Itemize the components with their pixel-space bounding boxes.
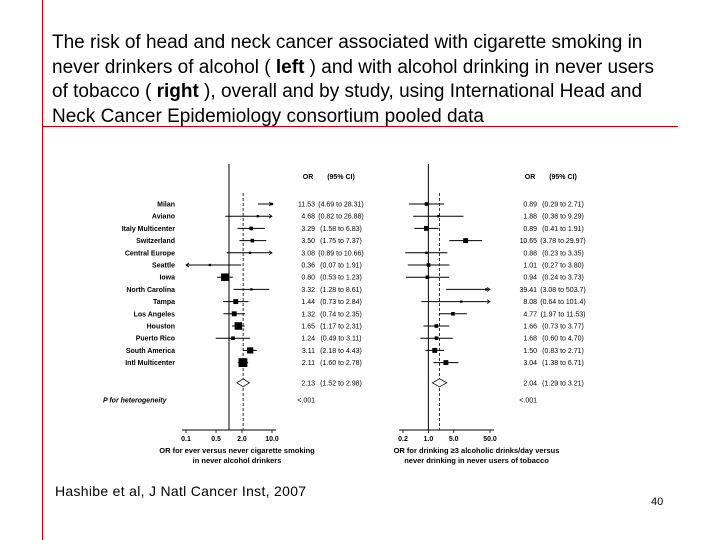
study-label: Houston (146, 323, 175, 331)
left-overall-ci: (1.52 to 2.98) (320, 380, 362, 388)
right-heterogeneity-value: <.001 (519, 397, 537, 405)
left-ci-value: (1.60 to 2.78) (320, 360, 362, 368)
left-point-estimate (231, 336, 235, 340)
left-or-header: OR (302, 174, 314, 181)
right-overall-ci: (1.29 to 3.21) (542, 380, 584, 388)
left-ci-value: (0.73 to 2.84) (320, 299, 362, 307)
study-label: North Carolina (126, 286, 175, 294)
left-ci-value: (0.82 to 26.88) (318, 213, 364, 221)
title-part-1: The risk of head and neck cancer associated with cigarette smoking in never drinkers of alcohol ( (52, 32, 643, 78)
study-label: Iowa (159, 274, 175, 282)
left-point-estimate (247, 347, 253, 353)
left-ci-value: (0.49 to 3.11) (320, 335, 362, 343)
left-point-estimate (209, 264, 211, 266)
study-label: Seattle (152, 262, 175, 270)
page-number: 40 (651, 496, 664, 508)
left-ci-value: (2.18 to 4.43) (320, 347, 362, 355)
right-tick-label: 50.0 (483, 436, 497, 443)
right-or-value: 0.89 (523, 201, 537, 209)
study-label: Central Europe (124, 250, 175, 258)
left-ci-value: (4.69 to 28.31) (318, 201, 364, 209)
right-ci-value: (0.60 to 4.70) (542, 335, 584, 343)
right-or-value: 1.50 (523, 347, 537, 355)
right-point-estimate (435, 324, 439, 328)
right-point-estimate (463, 238, 468, 243)
right-point-estimate (443, 360, 448, 365)
right-ci-value: (0.23 to 3.35) (542, 250, 584, 258)
left-point-estimate (233, 299, 238, 304)
left-point-estimate (251, 239, 255, 243)
right-ci-value: (0.73 to 3.77) (542, 323, 584, 331)
left-or-value: 3.08 (301, 250, 315, 258)
left-or-value: 0.36 (301, 262, 315, 270)
right-ci-value: (0.27 to 3.80) (542, 262, 584, 270)
left-point-estimate (249, 227, 253, 231)
left-overall-diamond (237, 379, 250, 387)
right-ci-value: (3.78 to 29.97) (540, 238, 586, 246)
left-overall-or: 2.13 (301, 380, 315, 388)
right-axis-label: OR for drinking ≥3 alcoholic drinks/day versus (393, 446, 560, 455)
left-point-estimate (221, 273, 229, 281)
right-ci-value: (0.83 to 2.71) (542, 347, 584, 355)
left-axis-label: in never alcohol drinkers (192, 456, 282, 465)
left-tick-label: 2.0 (237, 436, 247, 443)
right-or-value: 8.08 (523, 299, 537, 307)
title-part-3: ), overall and by study, using International Head and Neck Cancer Epidemiology consortium pooled data (52, 81, 643, 127)
left-ci-value: (0.89 to 10.66) (318, 250, 364, 258)
left-or-value: 1.44 (301, 299, 315, 307)
study-label: Aviano (151, 213, 175, 221)
right-or-value: 1.88 (523, 213, 537, 221)
left-point-estimate (257, 215, 259, 217)
left-tick-label: 10.0 (265, 436, 279, 443)
left-or-value: 1.65 (301, 323, 315, 331)
title-emphasis-left: left (275, 56, 305, 78)
right-point-estimate (437, 215, 439, 217)
study-label: Intl Multicenter (125, 360, 175, 368)
right-or-value: 1.66 (523, 323, 537, 331)
left-or-value: 0.80 (301, 274, 315, 282)
study-label: Milan (157, 201, 175, 209)
left-point-estimate (271, 203, 273, 205)
forest-plot-svg (95, 148, 627, 478)
right-point-estimate (451, 312, 455, 316)
right-point-estimate (427, 263, 431, 267)
citation: Hashibe et al, J Natl Cancer Inst, 2007 (55, 483, 307, 499)
right-or-value: 3.04 (523, 360, 537, 368)
right-or-value: 0.88 (523, 250, 537, 258)
study-label: Los Angeles (133, 311, 175, 319)
right-ci-value: (0.38 to 9.29) (542, 213, 584, 221)
title-emphasis-right: right (156, 81, 199, 102)
heterogeneity-label: P for heterogeneity (103, 397, 167, 405)
left-or-value: 3.32 (301, 286, 315, 294)
right-point-estimate (426, 275, 430, 279)
right-or-value: 4.77 (523, 311, 537, 319)
study-label: South America (125, 347, 175, 355)
right-ci-value: (0.64 to 101.4) (540, 299, 586, 307)
right-tick-label: 0.2 (398, 436, 408, 443)
right-or-value: 39.41 (519, 286, 537, 294)
right-ci-value: (1.97 to 11.53) (540, 311, 586, 319)
left-ci-value: (0.74 to 2.35) (320, 311, 362, 319)
left-point-estimate (249, 252, 251, 254)
right-ci-value: (0.41 to 1.91) (542, 225, 584, 233)
left-ci-value: (0.07 to 1.91) (320, 262, 362, 270)
left-or-value: 1.32 (301, 311, 315, 319)
right-point-estimate (432, 348, 437, 353)
left-or-value: 11.53 (298, 201, 315, 209)
right-ci-value: (0.24 to 3.73) (542, 274, 584, 282)
left-point-estimate (250, 288, 252, 290)
left-axis-label: OR for ever versus never cigarette smoking (159, 446, 315, 455)
right-ci-value: (3.08 to 503.7) (540, 286, 586, 294)
left-ci-header: (95% CI) (327, 174, 355, 181)
left-point-estimate (235, 322, 243, 330)
left-ci-value: (1.28 to 8.61) (320, 286, 362, 294)
left-or-value: 3.50 (301, 238, 315, 246)
right-point-estimate (460, 300, 462, 302)
right-tick-label: 5.0 (448, 436, 459, 443)
right-point-estimate (435, 336, 439, 340)
right-overall-diamond (432, 379, 446, 387)
right-axis-label: never drinking in never users of tobacco (404, 456, 549, 465)
right-point-estimate (425, 252, 427, 254)
study-label: Switzerland (136, 238, 175, 246)
right-or-value: 10.65 (519, 238, 537, 246)
left-or-value: 4.68 (301, 213, 315, 221)
slide-title (52, 31, 672, 129)
right-point-estimate (485, 288, 487, 290)
right-point-estimate (425, 202, 429, 206)
right-ci-value: (0.29 to 2.71) (542, 201, 584, 209)
left-or-value: 3.11 (301, 347, 315, 355)
left-or-value: 2.11 (301, 360, 315, 368)
right-or-header: OR (524, 174, 536, 181)
right-point-estimate (424, 226, 429, 231)
left-ci-value: (1.75 to 7.37) (320, 238, 362, 246)
left-tick-label: 0.1 (181, 436, 191, 443)
left-ci-value: (1.17 to 2.31) (320, 323, 362, 331)
left-or-value: 3.29 (301, 225, 315, 233)
right-ci-header: (95% CI) (549, 174, 577, 181)
left-ci-value: (1.58 to 6.83) (320, 225, 362, 233)
right-or-value: 0.89 (523, 225, 537, 233)
left-point-estimate (232, 311, 237, 316)
right-tick-label: 1.0 (423, 436, 434, 443)
left-heterogeneity-value: <.001 (297, 397, 315, 405)
forest-plot-figure (95, 148, 627, 478)
right-overall-or: 2.04 (523, 380, 537, 388)
left-tick-label: 0.5 (211, 436, 221, 443)
title-part-2: ) and with alcohol drinking in never users of tobacco ( (52, 56, 654, 102)
right-or-value: 1.68 (523, 335, 537, 343)
slide-left-rule (42, 0, 43, 540)
right-ci-value: (1.38 to 6.71) (542, 360, 584, 368)
study-label: Italy Multicenter (121, 225, 175, 233)
right-or-value: 0.94 (523, 274, 537, 282)
study-label: Tampa (152, 299, 175, 307)
study-label: Puerto Rico (135, 335, 175, 343)
right-or-value: 1.01 (523, 262, 537, 270)
left-point-estimate (239, 358, 248, 367)
left-ci-value: (0.53 to 1.23) (320, 274, 362, 282)
left-or-value: 1.24 (301, 335, 315, 343)
